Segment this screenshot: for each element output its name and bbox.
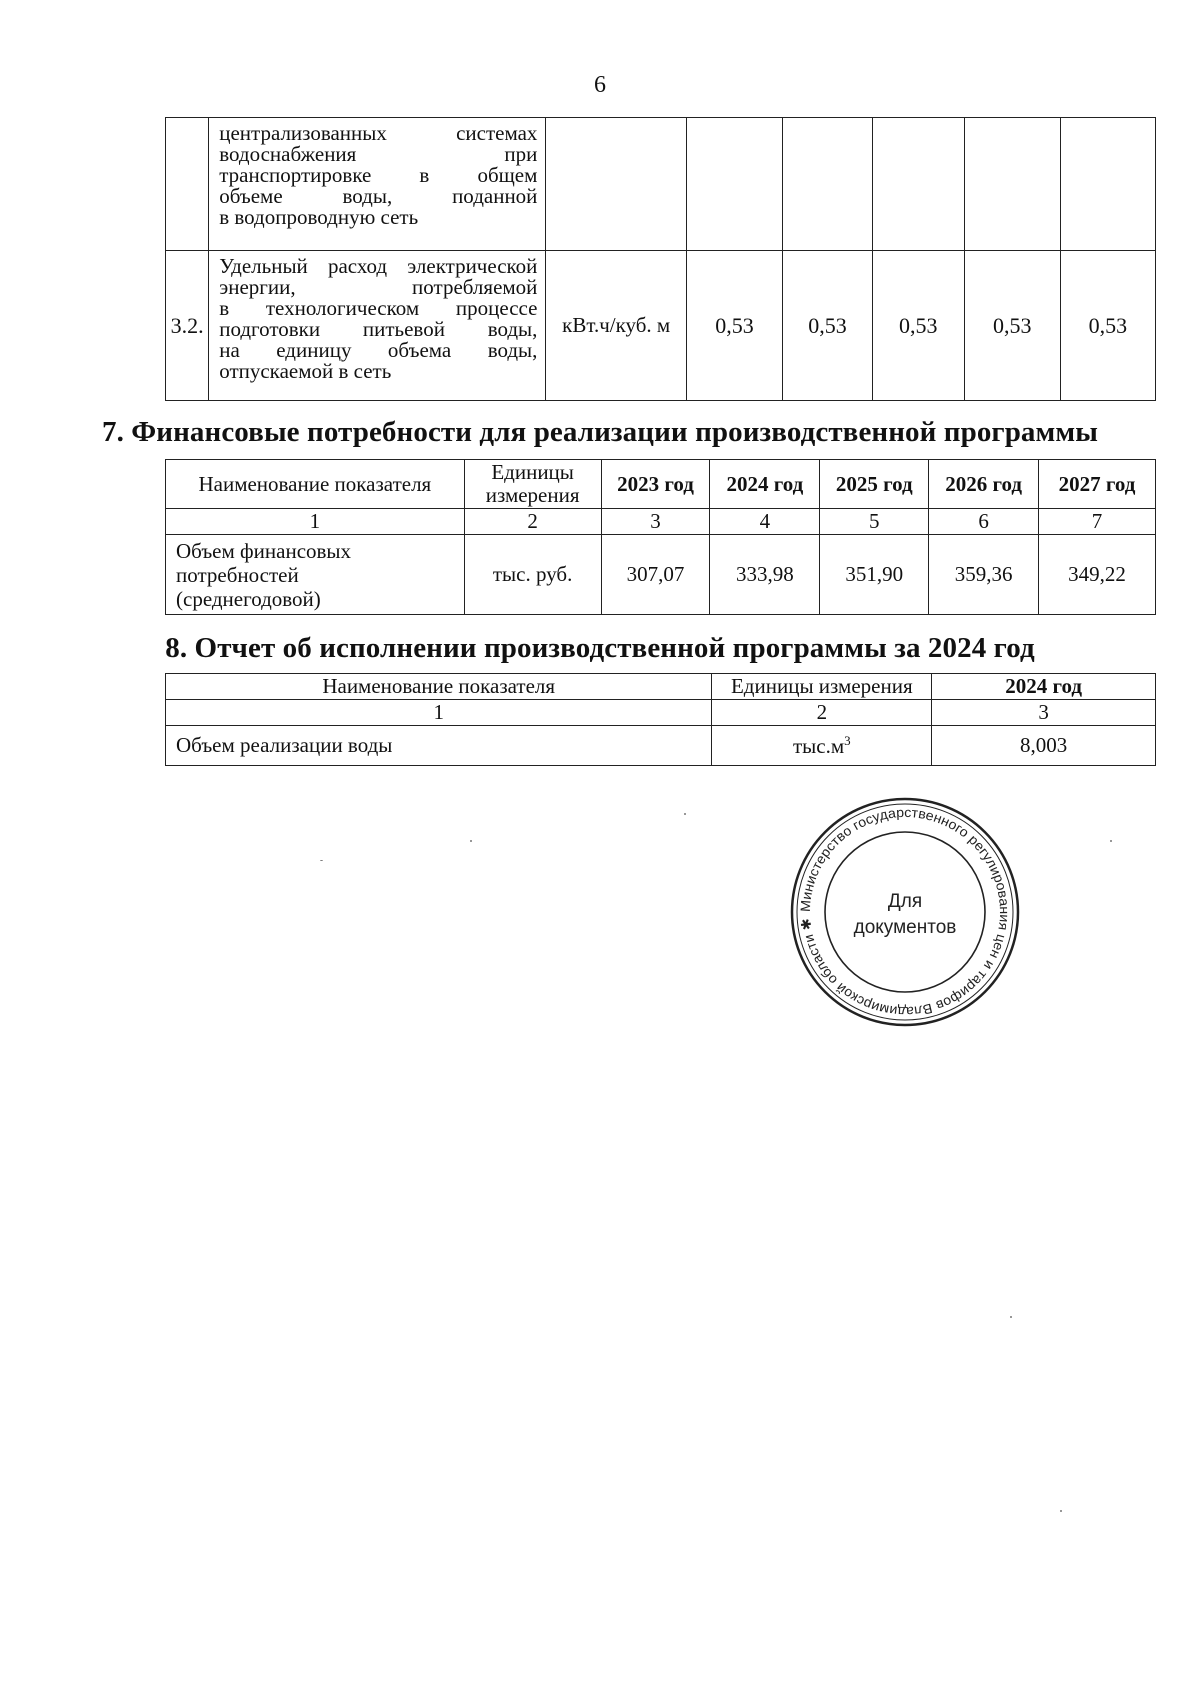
column-number: 2 xyxy=(464,509,601,535)
column-header-unit: Единицы измерения xyxy=(712,674,932,700)
indicator-name-line: централизованных системах xyxy=(219,121,538,145)
row-number xyxy=(166,118,209,251)
column-header-year: 2023 год xyxy=(601,460,710,509)
indicator-name-line: в водопроводную сеть xyxy=(219,205,419,229)
indicator-name-line: объеме воды, поданной xyxy=(219,184,538,208)
table-row xyxy=(166,726,1156,766)
scan-speck xyxy=(1010,1316,1012,1318)
column-number: 1 xyxy=(166,509,465,535)
stamp-center-ring xyxy=(825,832,985,992)
page-number: 6 xyxy=(594,72,606,98)
section-7-title: 7. Финансовые потребности для реализации производственной программы xyxy=(102,416,1098,448)
stamp-outer-ring xyxy=(792,799,1018,1025)
table-header-row xyxy=(166,460,1156,509)
column-number: 1 xyxy=(166,700,712,726)
value-cell: 307,07 xyxy=(601,535,710,615)
column-header-unit-line: измерения xyxy=(485,483,580,507)
table-row xyxy=(166,535,1156,615)
indicator-name-line: подготовки питьевой воды, xyxy=(219,317,538,341)
scan-speck xyxy=(320,860,323,861)
unit-cell xyxy=(546,118,687,251)
table-header-row xyxy=(166,674,1156,700)
indicator-name-line: в технологическом процессе xyxy=(219,296,538,320)
column-header-year: 2024 год xyxy=(932,674,1156,700)
stamp-ring-text-path: Министерство государственного регулирования цен и тарифов Владимирской области ✱ xyxy=(797,804,1013,1020)
value-cell: 0,53 xyxy=(1060,251,1155,401)
value-cell: 0,53 xyxy=(686,251,782,401)
column-header-name: Наименование показателя xyxy=(166,674,712,700)
column-header-year: 2026 год xyxy=(929,460,1039,509)
value-cell xyxy=(783,118,873,251)
unit-cell: тыс. руб. xyxy=(464,535,601,615)
unit-text: тыс.м xyxy=(792,733,845,758)
column-number: 3 xyxy=(601,509,710,535)
unit-cell: кВт.ч/куб. м xyxy=(546,251,687,401)
column-header-name: Наименование показателя xyxy=(166,460,465,509)
unit-superscript: 3 xyxy=(844,732,851,748)
stamp-ring-text xyxy=(798,805,1012,1019)
section-8-title: 8. Отчет об исполнении производственной программы за 2024 год xyxy=(165,632,1035,664)
indicator-name-line: энергии, потребляемой xyxy=(219,275,538,299)
indicator-name-line: водоснабжения при xyxy=(219,142,538,166)
value-cell: 349,22 xyxy=(1039,535,1156,615)
scan-speck xyxy=(684,813,686,815)
column-number-row xyxy=(166,700,1156,726)
value-cell: 0,53 xyxy=(783,251,873,401)
unit-cell xyxy=(712,726,932,766)
stamp-center-line-2: документов xyxy=(853,917,957,938)
value-cell xyxy=(964,118,1060,251)
column-number: 7 xyxy=(1039,509,1156,535)
table-row xyxy=(166,251,1156,401)
indicator-name-line: (среднегодовой) xyxy=(176,586,321,611)
value-cell: 333,98 xyxy=(710,535,820,615)
value-cell xyxy=(1060,118,1155,251)
indicator-name xyxy=(166,535,465,615)
column-header-unit-line: Единицы xyxy=(491,460,574,484)
stamp-center-line-1: Для xyxy=(887,891,923,912)
column-header-year: 2027 год xyxy=(1039,460,1156,509)
indicator-name xyxy=(209,118,546,251)
indicator-name: Объем реализации воды xyxy=(166,726,712,766)
scan-speck xyxy=(1060,1510,1062,1512)
value-cell xyxy=(686,118,782,251)
table-row xyxy=(166,118,1156,251)
indicator-name-line: Удельный расход электрической xyxy=(219,254,538,278)
column-number: 2 xyxy=(712,700,932,726)
indicator-name-line: на единицу объема воды, xyxy=(219,338,538,362)
value-cell: 351,90 xyxy=(820,535,929,615)
column-header-year: 2025 год xyxy=(820,460,929,509)
value-cell: 0,53 xyxy=(872,251,964,401)
scan-speck xyxy=(1110,840,1112,842)
value-cell xyxy=(872,118,964,251)
scan-speck xyxy=(470,840,472,842)
indicator-name-line: отпускаемой в сеть xyxy=(219,359,392,383)
indicators-table-continued xyxy=(165,117,1156,401)
column-number: 6 xyxy=(929,509,1039,535)
indicator-name-line: транспортировке в общем xyxy=(219,163,538,187)
financial-needs-table xyxy=(165,459,1156,615)
indicator-name-line: Объем финансовых xyxy=(176,538,352,563)
column-number: 5 xyxy=(820,509,929,535)
row-number: 3.2. xyxy=(166,251,209,401)
column-number-row xyxy=(166,509,1156,535)
program-report-table xyxy=(165,673,1156,766)
indicator-name-line: потребностей xyxy=(176,562,299,587)
value-cell: 0,53 xyxy=(964,251,1060,401)
column-number: 3 xyxy=(932,700,1156,726)
column-header-unit xyxy=(464,460,601,509)
indicator-name xyxy=(209,251,546,401)
value-cell: 359,36 xyxy=(929,535,1039,615)
column-header-year: 2024 год xyxy=(710,460,820,509)
official-stamp xyxy=(788,795,1022,1029)
column-number: 4 xyxy=(710,509,820,535)
value-cell: 8,003 xyxy=(932,726,1156,766)
